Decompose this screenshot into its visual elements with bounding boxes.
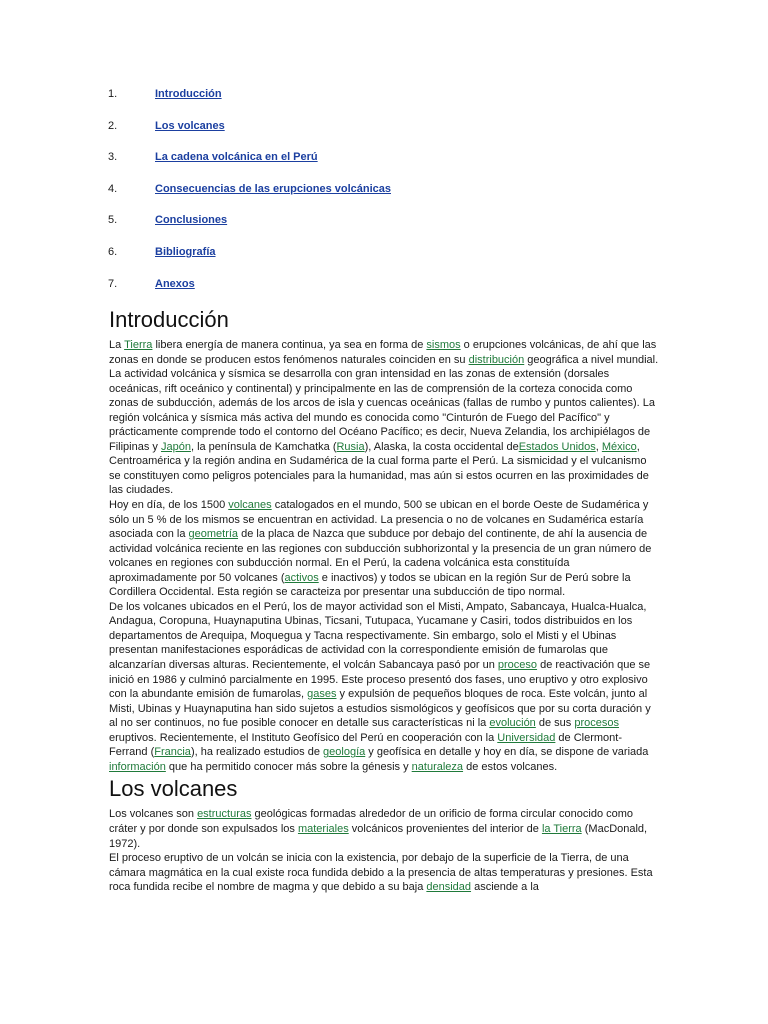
toc-number: 2. <box>108 119 118 132</box>
intro-paragraph-1 <box>109 338 659 498</box>
inline-link[interactable]: sismos <box>426 339 461 351</box>
text-run: Los volcanes son <box>109 808 198 821</box>
toc-item <box>108 246 668 278</box>
text-run: , la península de Kamchatka ( <box>190 440 337 453</box>
volcanes-paragraph-2 <box>109 851 659 895</box>
text-run: libera energía de manera continua, ya sea en forma de <box>152 339 427 351</box>
article-content <box>109 306 659 895</box>
text-run: asciende a la <box>471 881 539 894</box>
table-of-contents <box>108 88 668 309</box>
text-run: eruptivos. Recientemente, el Instituto Geofísico del Perú en cooperación con la <box>109 731 498 744</box>
toc-item <box>108 183 668 215</box>
toc-number: 3. <box>108 151 118 164</box>
toc-item <box>108 151 668 183</box>
inline-link[interactable]: México <box>601 440 637 453</box>
text-run: o erupciones volcánicas, de ahí que las zonas en donde se producen estos fenómenos naturales coinciden en su <box>109 339 657 366</box>
inline-link[interactable]: densidad <box>426 881 472 894</box>
text-run: De los volcanes ubicados en el Perú, los de mayor actividad son el Misti, Ampato, Sabancaya, Hualca-Hualca, Andagua, Coropuna, Huaynaputina Ubinas, Ticsani, Tutupaca, Yucamane y Casiri, todos distribuidos en los departamentos de Arequipa, Moquegua y Tacna respectivamente. Sin embargo, solo el Misti y el Ubinas presentan manifestaciones esporádicas de actividad con la correspondiente emisión de fumarolas que alcanzarían diversas alturas. Recientemente, el volcán Sabancaya pasó por un <box>109 600 647 672</box>
text-run: de estos volcanes. <box>463 760 558 773</box>
heading-los-volcanes: Los volcanes <box>109 776 238 802</box>
inline-link[interactable]: materiales <box>297 822 349 835</box>
inline-link[interactable]: Rusia <box>336 440 365 453</box>
toc-link[interactable]: Conclusiones <box>155 214 228 227</box>
intro-paragraph-2 <box>109 498 659 600</box>
text-run: catalogados en el mundo, 500 se ubican en el borde Oeste de Sudamérica y sólo un 5 % de los mismos se encuentran en actividad. La presencia o no de volcanes en Sudamérica estaría asociada con la <box>109 499 649 541</box>
text-run: ), ha realizado estudios de <box>190 746 324 759</box>
text-run: El proceso eruptivo de un volcán se inicia con la existencia, por debajo de la superficie de la Tierra, de una cámara magmática en la cual existe roca fundida debido a la presencia de altas temperaturas y presiones. Esta roca fundida recibe el nombre de magma y que debido a su baja <box>109 852 653 894</box>
inline-link[interactable]: procesos <box>574 717 619 730</box>
text-run: Hoy en día, de los 1500 <box>109 499 229 512</box>
inline-link[interactable]: Tierra <box>124 339 153 351</box>
text-run: ), Alaska, la costa occidental de <box>364 440 519 453</box>
inline-link[interactable]: la Tierra <box>541 822 582 835</box>
inline-link[interactable]: naturaleza <box>411 760 464 773</box>
inline-link[interactable]: Japón <box>160 440 191 453</box>
toc-link[interactable]: Los volcanes <box>155 119 225 132</box>
text-run: y geofísica en detalle y hoy en día, se dispone de variada <box>365 746 649 759</box>
text-run: volcánicos provenientes del interior de <box>348 822 542 835</box>
toc-link[interactable]: Anexos <box>155 277 195 290</box>
toc-item <box>108 88 668 120</box>
text-run: geográfica a nivel mundial. La actividad volcánica y sísmica se desarrolla con gran intensidad en las zonas de extensión (dorsales oceánicas, rift oceánico y continental) y principalmente en las de comprensión de la corteza conocida como zonas de subducción, además de los arcos de isla y cuencas oceánicas (fallas de rumbo y puntos calientes). La región volcánica y sísmica más activa del mundo es conocida como "Cinturón de Fuego del Pacífico" y prácticamente comprende todo el contorno del Océano Pacífico; es decir, Nueva Zelandia, los archipiélagos de Filipinas y <box>109 353 659 453</box>
inline-link[interactable]: proceso <box>497 659 538 672</box>
inline-link[interactable]: información <box>109 760 166 773</box>
toc-number: 1. <box>108 88 118 100</box>
toc-link[interactable]: La cadena volcánica en el Perú <box>155 151 318 164</box>
inline-link[interactable]: Estados Unidos <box>518 440 596 453</box>
text-run: (MacDonald, 1972). <box>109 822 648 850</box>
toc-link[interactable]: Introducción <box>155 88 222 100</box>
inline-link[interactable]: gases <box>307 688 337 701</box>
text-run: de la placa de Nazca que subduce por debajo del continente, de ahí la ausencia de actividad volcánica reciente en las regiones con subducción subhorizontal y la presencia de un gran número de volcanes en regiones con subducción normal. En el Perú, la cadena volcánica esta constituída aproximadamente por 50 volcanes ( <box>109 528 652 584</box>
text-run: , Centroamérica y la región andina en Sudamérica de la cual forma parte el Perú. La sismicidad y el vulcanismo se constituyen como peligros potenciales para la humanidad, mas aún si estos ocurren en las proximidades de las ciudades. <box>109 440 649 497</box>
text-run: geológicas formadas alrededor de un orificio de forma circular conocido como cráter y por donde son expulsados los <box>109 808 634 835</box>
toc-number: 6. <box>108 245 118 258</box>
toc-link[interactable]: Consecuencias de las erupciones volcánicas <box>155 182 391 195</box>
inline-link[interactable]: Francia <box>154 746 191 759</box>
text-run: y expulsión de pequeños bloques de roca. Este volcán, junto al Misti, Ubinas y Huaynaputina han sido sujetos a estudios sismológicos y geofísicos que por su corta duración y al no ser continuos, no fue posible conocer en detalle sus características ni la <box>109 688 651 730</box>
inline-link[interactable]: activos <box>284 571 319 584</box>
inline-link[interactable]: geología <box>323 746 366 759</box>
toc-number: 5. <box>108 214 118 227</box>
inline-link[interactable]: geometría <box>188 528 239 541</box>
heading-introduccion: Introducción <box>109 307 229 332</box>
inline-link[interactable]: estructuras <box>197 808 252 821</box>
toc-item <box>108 214 668 246</box>
text-run: que ha permitido conocer más sobre la génesis y <box>165 760 412 773</box>
text-run: , <box>595 440 602 453</box>
text-run: e inactivos) y todos se ubican en la región Sur de Perú sobre la Cordillera Occidental. Esta región se caracteiza por presentar una subducción de tipo normal. <box>109 571 631 599</box>
text-run: de reactivación que se inició en 1986 y culminó parcialmente en 1995. Este proceso presentó dos fases, uno eruptivo y otro explosivo con la abundante emisión de fumarolas, <box>109 659 651 701</box>
intro-paragraph-3 <box>109 600 659 775</box>
text-run: La <box>109 339 125 351</box>
toc-item <box>108 278 668 310</box>
volcanes-paragraph-1 <box>109 807 659 851</box>
inline-link[interactable]: evolución <box>489 717 536 730</box>
inline-link[interactable]: volcanes <box>228 499 272 512</box>
text-run: de Clermont-Ferrand ( <box>109 731 623 759</box>
inline-link[interactable]: Universidad <box>497 731 556 744</box>
toc-number: 4. <box>108 182 118 195</box>
toc-item <box>108 120 668 152</box>
text-run: de sus <box>535 717 575 730</box>
inline-link[interactable]: distribución <box>468 353 525 366</box>
toc-link[interactable]: Bibliografía <box>155 245 216 258</box>
toc-number: 7. <box>108 277 118 290</box>
